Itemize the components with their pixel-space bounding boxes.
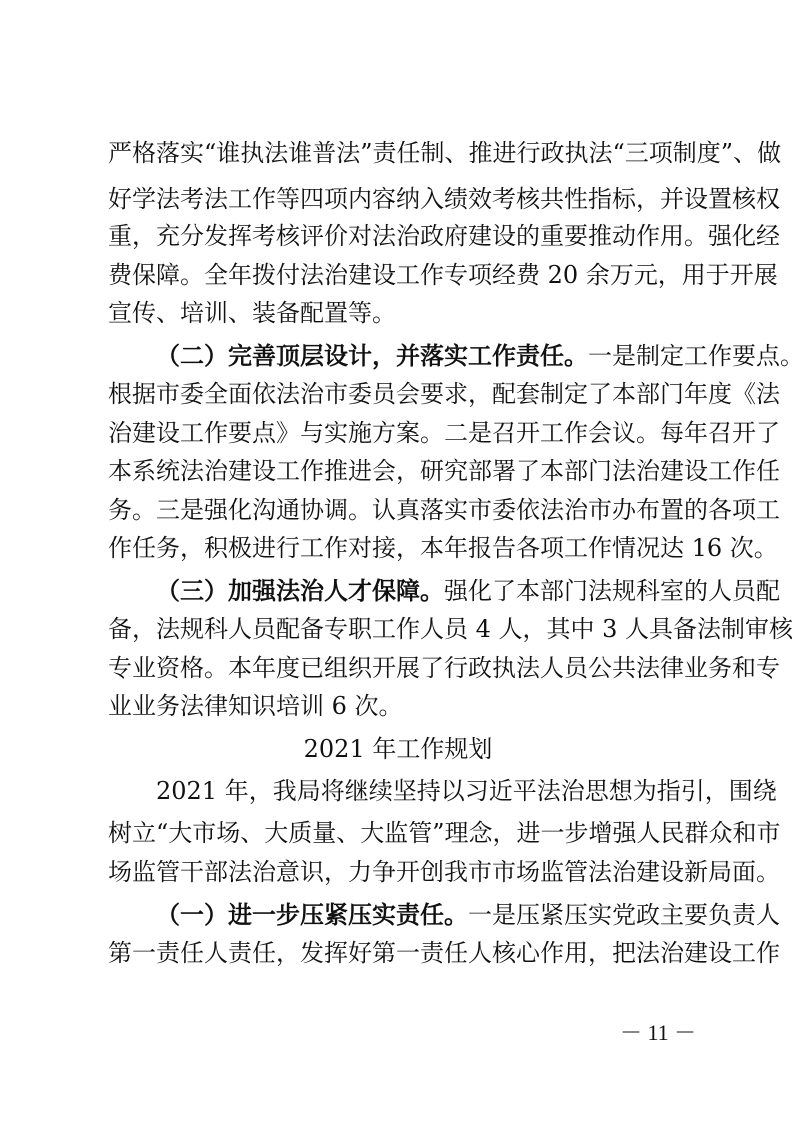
page-number: － 11 － xyxy=(620,1020,697,1045)
text-run: 一是压紧压实党政主要负责人 xyxy=(468,901,780,929)
text-line: 本系统法治建设工作推进会，研究部署了本部门法治建设工作任 xyxy=(108,457,780,485)
text-line: 根据市委全面依法治市委员会要求，配套制定了本部门年度《法 xyxy=(108,380,780,408)
text-line: 第一责任人责任，发挥好第一责任人核心作用，把法治建设工作 xyxy=(108,939,780,967)
text-line: 专业资格。本年度已组织开展了行政执法人员公共法律业务和专 xyxy=(108,654,780,682)
text-line: 宣传、培训、装备配置等。 xyxy=(108,299,396,327)
text-line: 好学法考法工作等四项内容纳入绩效考核共性指标，并设置核权 xyxy=(108,185,780,213)
section-heading-2: （二）完善顶层设计，并落实工作责任。 xyxy=(156,341,588,370)
section-heading-3: （三）加强法治人才保障。 xyxy=(156,576,444,605)
text-line: 备，法规科人员配备专职工作人员 4 人，其中 3 人具备法制审核 xyxy=(108,615,794,643)
text-line: 场监管干部法治意识，力争开创我市市场监管法治建设新局面。 xyxy=(108,858,780,886)
paragraph-first-line xyxy=(156,340,804,372)
text-line: 治建设工作要点》与实施方案。二是召开工作会议。每年召开了 xyxy=(108,419,780,447)
text-line: 重，充分发挥考核评价对法治政府建设的重要推动作用。强化经 xyxy=(108,222,780,250)
section-heading-1: （一）进一步压紧压实责任。 xyxy=(156,900,468,929)
text-line: 树立“大市场、大质量、大监管”理念，进一步增强人民群众和市 xyxy=(108,819,781,847)
section-title: 2021 年工作规划 xyxy=(303,735,493,763)
text-line: 业业务法律知识培训 6 次。 xyxy=(108,692,403,720)
paragraph-first-line xyxy=(156,575,780,607)
text-line: 作任务，积极进行工作对接，本年报告各项工作情况达 16 次。 xyxy=(108,534,778,562)
text-run: 强化了本部门法规科室的人员配 xyxy=(444,577,780,605)
text-run: 一是制定工作要点。 xyxy=(588,342,804,370)
paragraph-first-line xyxy=(156,899,780,931)
text-line: 务。三是强化沟通协调。认真落实市委依法治市办布置的各项工 xyxy=(108,496,780,524)
text-line: 严格落实“谁执法谁普法”责任制、推进行政执法“三项制度”、做 xyxy=(108,139,782,167)
paragraph-first-line: 2021 年，我局将继续坚持以习近平法治思想为指引，围绕 xyxy=(156,777,777,805)
text-line: 费保障。全年拨付法治建设工作专项经费 20 余万元，用于开展 xyxy=(108,261,778,289)
